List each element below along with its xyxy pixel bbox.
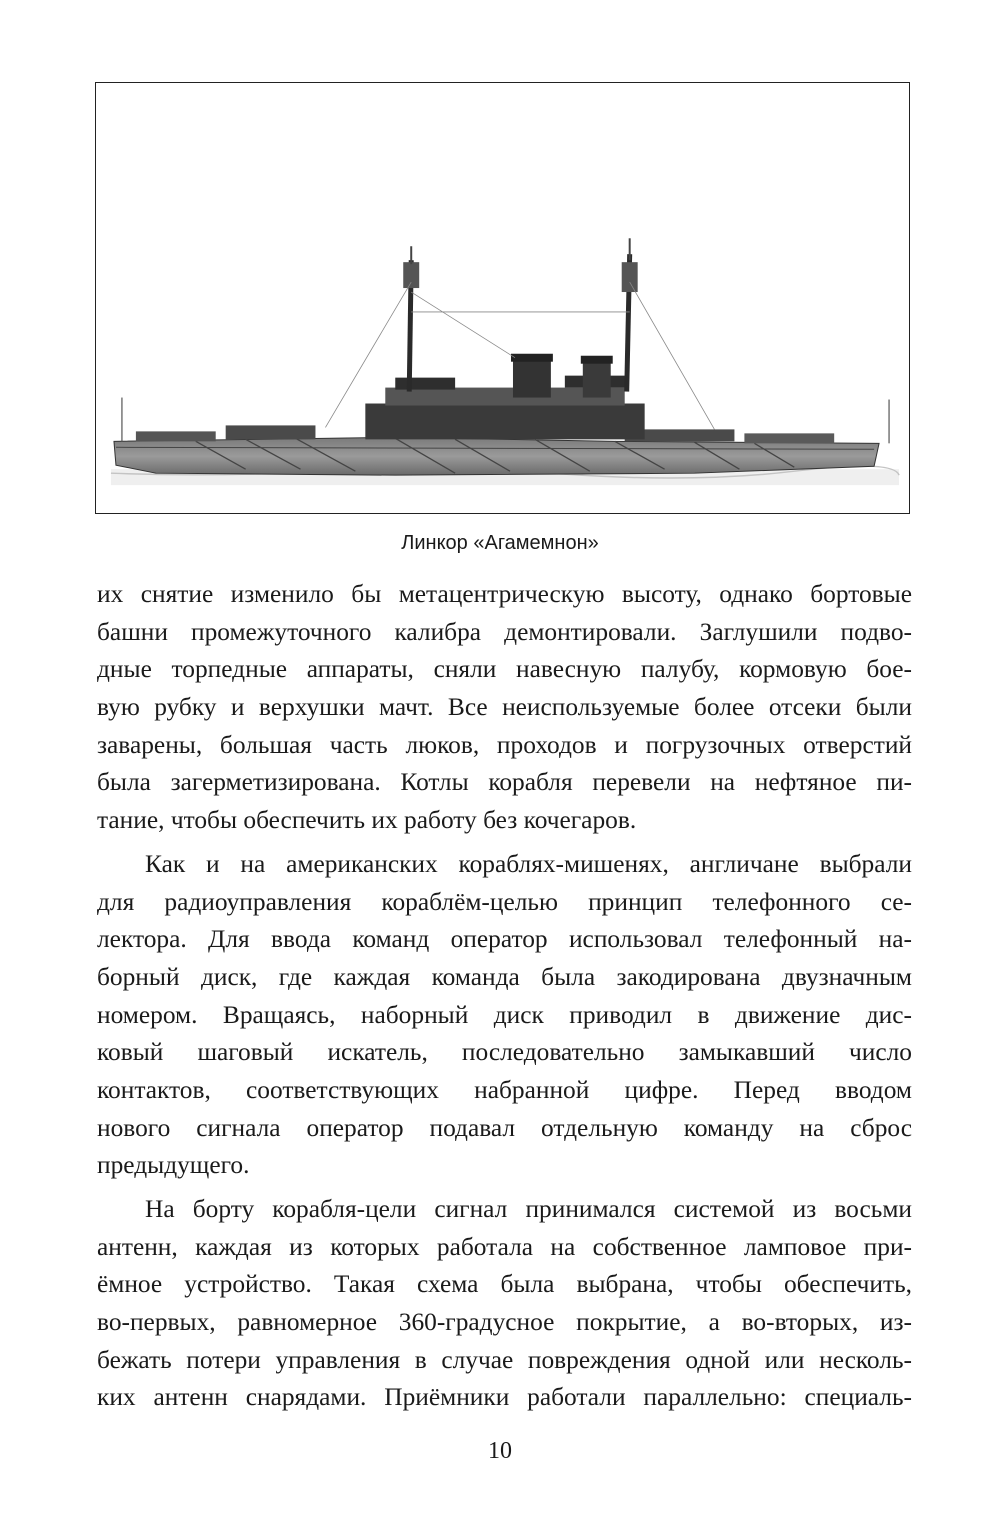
text-line: тание, чтобы обеспечить их работу без кочегаров. (97, 806, 637, 835)
figure-caption: Линкор «Агамемнон» (401, 532, 599, 554)
text-line: ёмное устройство. Такая схема была выбрана, чтобы обеспечить, (97, 1270, 912, 1299)
text-line: дные торпедные аппараты, сняли навесную палубу, кормовую бое- (97, 655, 912, 684)
text-line: ких антенн снарядами. Приёмники работали параллельно: специаль- (97, 1383, 912, 1412)
paragraph (97, 576, 912, 840)
page-number: 10 (488, 1438, 512, 1464)
text-line: нового сигнала оператор подавал отдельную команду на сброс (97, 1113, 912, 1142)
text-line: лектора. Для ввода команд оператор использовал телефонный на- (97, 925, 912, 954)
text-line: ковый шаговый искатель, последовательно замыкавший число (97, 1038, 912, 1067)
text-line: антенн, каждая из которых работала на собственное ламповое при- (97, 1232, 912, 1261)
text-line: бежать потери управления в случае повреждения одной или несколь- (97, 1345, 912, 1374)
figure-frame (95, 82, 910, 514)
text-line: вую рубку и верхушки мачт. Все неиспользуемые более отсеки были (97, 693, 912, 722)
text-line: во-первых, равномерное 360-градусное покрытие, а во-вторых, из- (97, 1308, 912, 1337)
text-line: предыдущего. (97, 1151, 250, 1180)
text-line: для радиоуправления кораблём-целью принцип телефонного се- (97, 887, 912, 916)
text-line: На борту корабля-цели сигнал принимался системой из восьми (145, 1195, 912, 1223)
paragraph (97, 846, 912, 1185)
text-line: борный диск, где каждая команда была закодирована двузначным (97, 962, 912, 991)
text-line: контактов, соответствующих набранной цифре. Перед вводом (97, 1075, 912, 1104)
text-line: Как и на американских кораблях-мишенях, англичане выбрали (145, 849, 912, 878)
text-line: башни промежуточного калибра демонтировали. Заглушили подво- (97, 617, 912, 646)
text-line: номером. Вращаясь, наборный диск приводил в движение дис- (97, 1000, 912, 1029)
battleship-photo (96, 83, 909, 513)
text-line: их снятие изменило бы метацентрическую высоту, однако бортовые (97, 580, 912, 608)
body-text (97, 576, 912, 1417)
text-line: была загерметизирована. Котлы корабля перевели на нефтяное пи- (97, 768, 912, 797)
paragraph (97, 1191, 912, 1417)
text-line: заварены, большая часть люков, проходов и погрузочных отверстий (97, 730, 912, 759)
